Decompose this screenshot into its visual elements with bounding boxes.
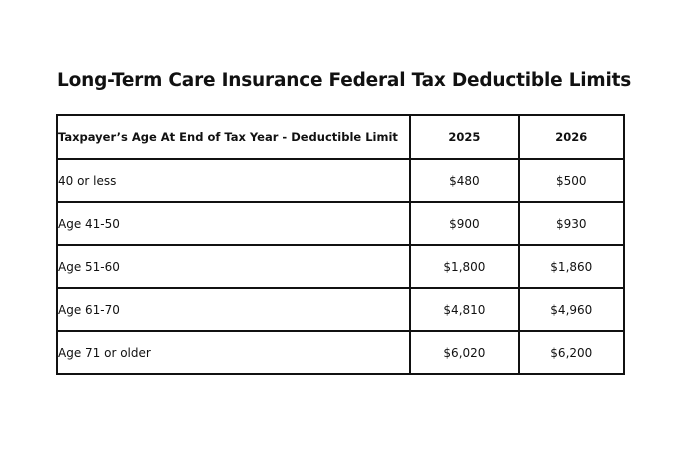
table-row (57, 159, 624, 202)
limit-2025-cell: $4,810 (410, 288, 518, 331)
age-range-cell: Age 51-60 (57, 245, 410, 288)
limit-2026-cell: $500 (519, 159, 624, 202)
header-year-2025: 2025 (410, 115, 518, 159)
page-title: Long-Term Care Insurance Federal Tax Deductible Limits (57, 70, 632, 91)
age-range-cell: Age 61-70 (57, 288, 410, 331)
deductible-limits-table (56, 114, 625, 375)
limit-2026-cell: $1,860 (519, 245, 624, 288)
age-range-cell: Age 71 or older (57, 331, 410, 374)
limit-2025-cell: $480 (410, 159, 518, 202)
table-header-row (57, 115, 624, 159)
table-row (57, 245, 624, 288)
limit-2026-cell: $6,200 (519, 331, 624, 374)
limit-2025-cell: $1,800 (410, 245, 518, 288)
age-range-cell: Age 41-50 (57, 202, 410, 245)
table-row (57, 331, 624, 374)
table-row (57, 288, 624, 331)
limit-2025-cell: $900 (410, 202, 518, 245)
age-range-cell: 40 or less (57, 159, 410, 202)
limit-2026-cell: $930 (519, 202, 624, 245)
table-row (57, 202, 624, 245)
limit-2025-cell: $6,020 (410, 331, 518, 374)
header-year-2026: 2026 (519, 115, 624, 159)
header-age: Taxpayer’s Age At End of Tax Year - Deductible Limit (57, 115, 410, 159)
limit-2026-cell: $4,960 (519, 288, 624, 331)
